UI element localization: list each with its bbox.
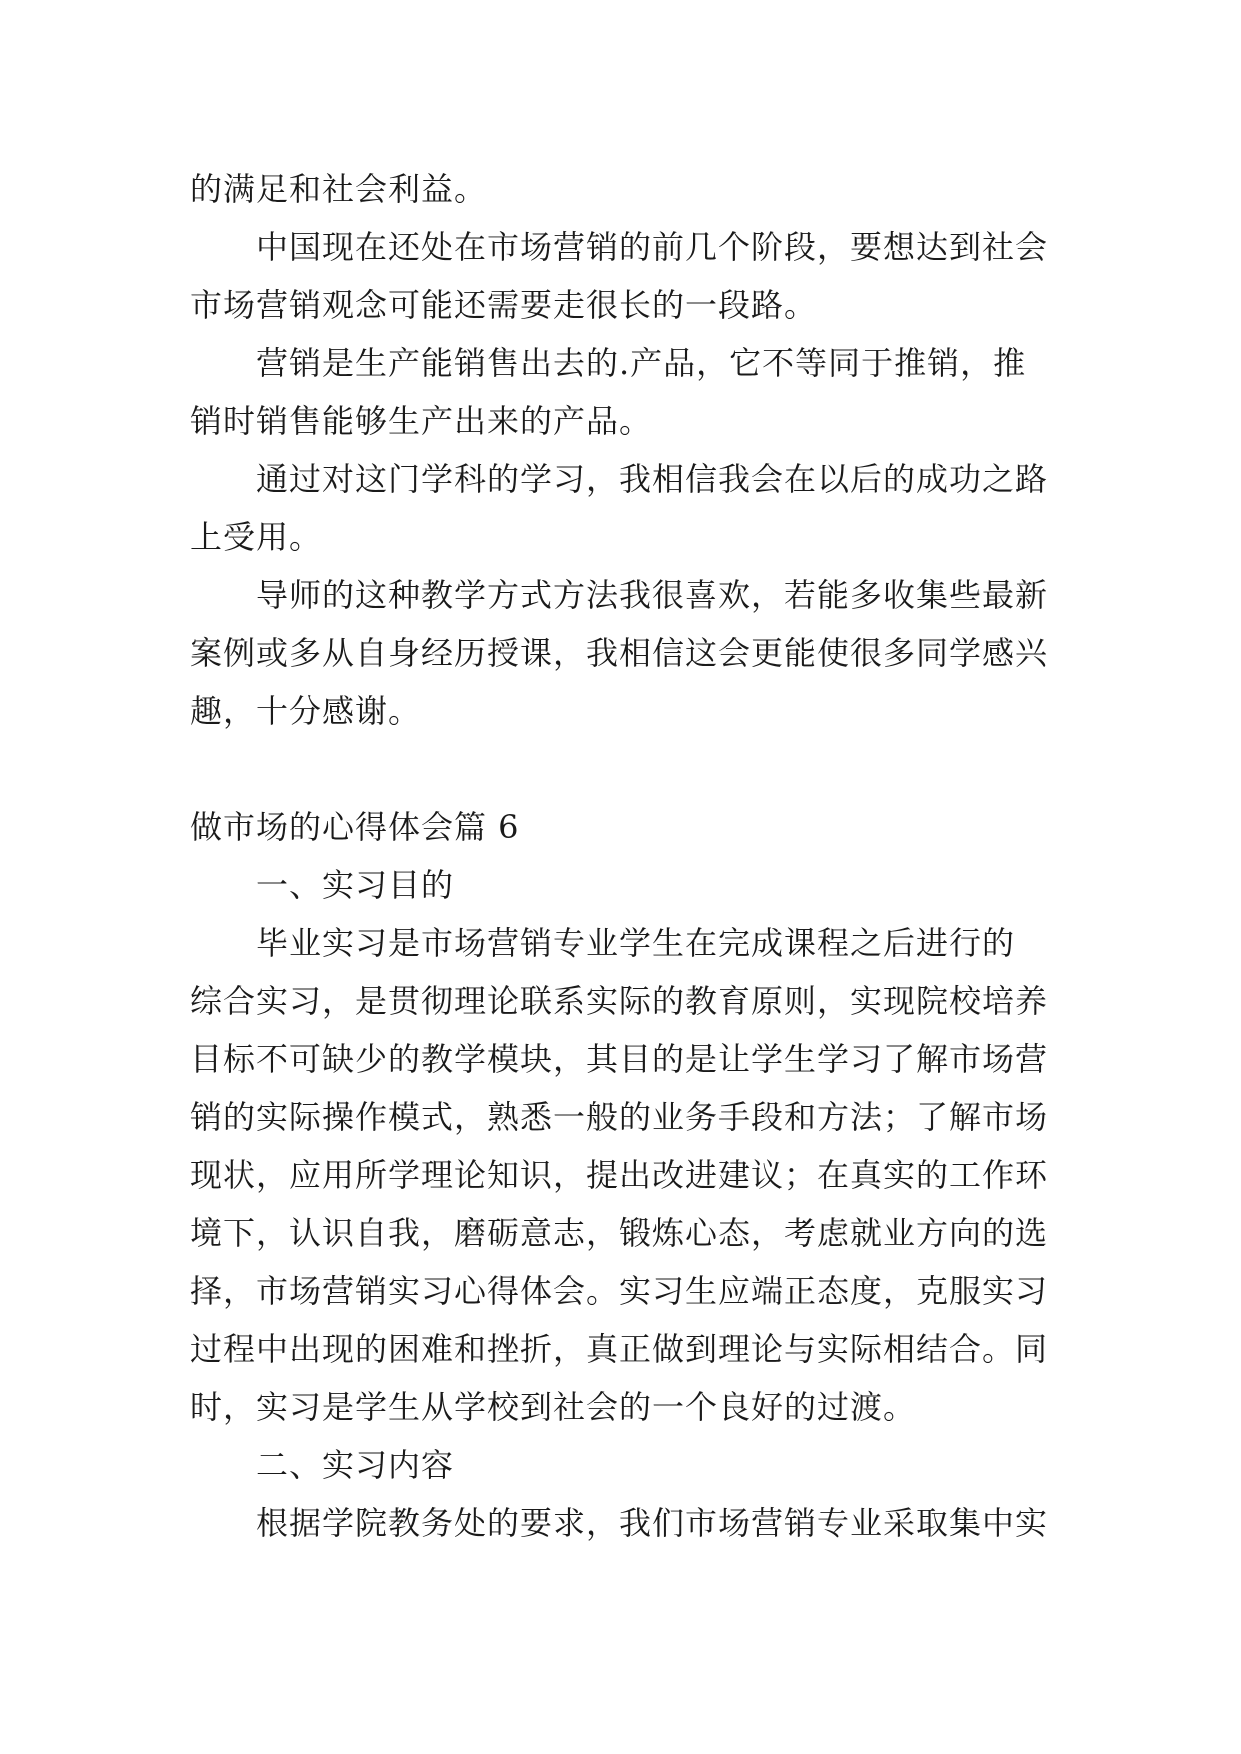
paragraph-line: 销的实际操作模式，熟悉一般的业务手段和方法；了解市场	[190, 1098, 1049, 1136]
paragraph-line: 境下，认识自我，磨砺意志，锻炼心态，考虑就业方向的选	[190, 1214, 1049, 1252]
paragraph-line: 中国现在还处在市场营销的前几个阶段，要想达到社会	[256, 228, 1049, 266]
paragraph-line: 通过对这门学科的学习，我相信我会在以后的成功之路	[256, 460, 1049, 498]
section-heading: 做市场的心得体会篇 6	[190, 808, 520, 846]
subsection-heading: 一、实习目的	[256, 866, 455, 904]
paragraph-line: 综合实习，是贯彻理论联系实际的教育原则，实现院校培养	[190, 982, 1049, 1020]
paragraph-line: 销时销售能够生产出来的产品。	[190, 402, 653, 440]
paragraph-line: 根据学院教务处的要求，我们市场营销专业采取集中实	[256, 1504, 1049, 1542]
paragraph-line: 导师的这种教学方式方法我很喜欢，若能多收集些最新	[256, 576, 1049, 614]
paragraph-line: 现状，应用所学理论知识，提出改进建议；在真实的工作环	[190, 1156, 1049, 1194]
paragraph-line: 毕业实习是市场营销专业学生在完成课程之后进行的	[256, 924, 1016, 962]
paragraph-line: 的满足和社会利益。	[190, 170, 488, 208]
paragraph-line: 目标不可缺少的教学模块，其目的是让学生学习了解市场营	[190, 1040, 1049, 1078]
paragraph-line: 过程中出现的困难和挫折，真正做到理论与实际相结合。同	[190, 1330, 1049, 1368]
paragraph-line: 择，市场营销实习心得体会。实习生应端正态度，克服实习	[190, 1272, 1049, 1310]
paragraph-line: 时，实习是学生从学校到社会的一个良好的过渡。	[190, 1388, 917, 1426]
paragraph-line: 上受用。	[190, 518, 323, 556]
paragraph-line: 案例或多从自身经历授课，我相信这会更能使很多同学感兴	[190, 634, 1049, 672]
section-gap	[190, 740, 1050, 798]
paragraph-line: 市场营销观念可能还需要走很长的一段路。	[190, 286, 818, 324]
subsection-heading: 二、实习内容	[256, 1446, 455, 1484]
paragraph-line: 趣，十分感谢。	[190, 692, 422, 730]
paragraph-line: 营销是生产能销售出去的.产品，它不等同于推销，推	[256, 344, 1027, 382]
document-body	[190, 160, 1050, 1552]
